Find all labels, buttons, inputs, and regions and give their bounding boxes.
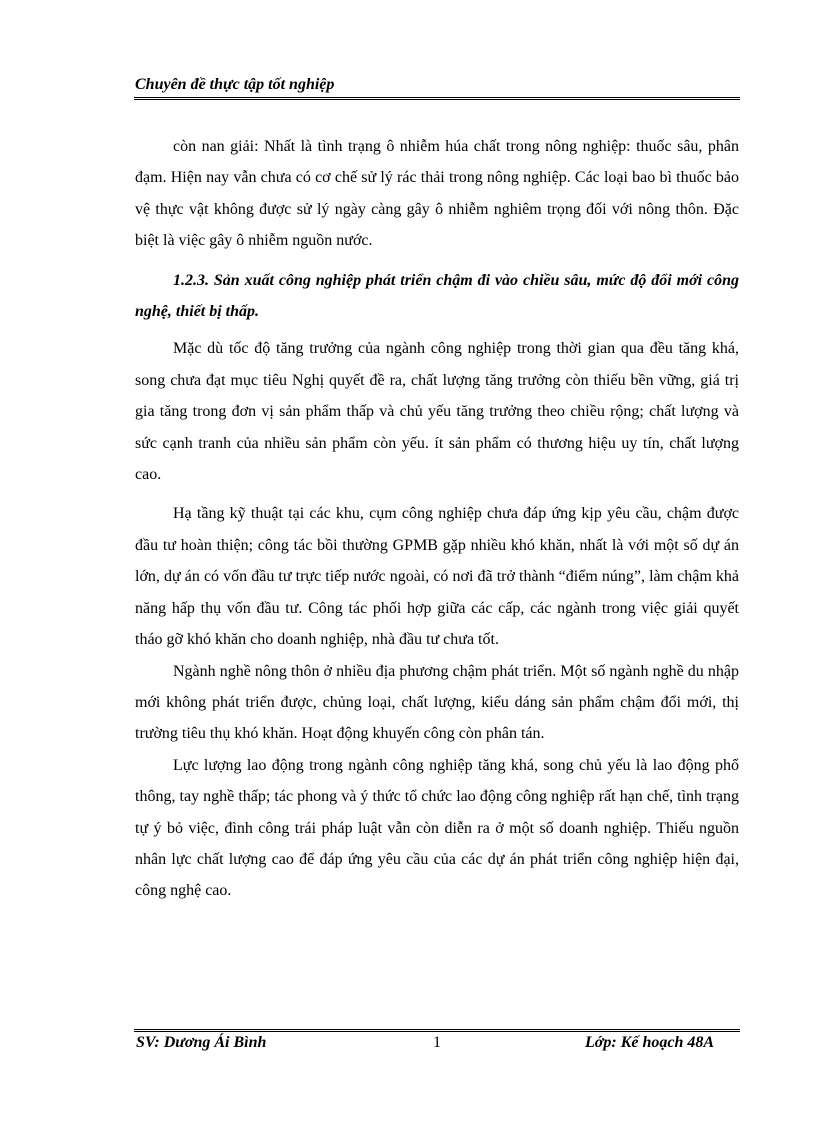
header-rule (134, 97, 740, 100)
footer-student-name: SV: Dương Ái Bình (136, 1034, 267, 1051)
document-body (135, 131, 739, 907)
footer-class-name: Lớp: Kế hoạch 48A (585, 1034, 715, 1051)
paragraph-labor: Lực lượng lao động trong ngành công nghiệp tăng khá, song chủ yếu là lao động phổ thông, tay nghề thấp; tác phong và ý thức tổ chức lao động công nghiệp rất hạn chế, tình trạng tự ý bỏ việc, đình công trái pháp luật vẫn còn diễn ra ở một số doanh nghiệp. Thiếu nguồn nhân lực chất lượng cao để đáp ứng yêu cầu của các dự án phát triển công nghiệp hiện đại, công nghệ cao. (135, 756, 739, 900)
header-title: Chuyên đề thực tập tốt nghiệp (135, 76, 335, 93)
paragraph-infrastructure: Hạ tầng kỹ thuật tại các khu, cụm công nghiệp chưa đáp ứng kịp yêu cầu, chậm được đầu tư hoàn thiện; công tác bồi thường GPMB gặp nhiều khó khăn, nhất là với một số dự án lớn, dự án có vốn đầu tư trực tiếp nước ngoài, có nơi đã trở thành “điểm núng”, làm chậm khả năng hấp thụ vốn đầu tư. Công tác phối hợp giữa các cấp, các ngành trong việc giải quyết tháo gỡ khó khăn cho doanh nghiệp, nhà đầu tư chưa tốt. (135, 505, 739, 649)
paragraph-rural-crafts: Ngành nghề nông thôn ở nhiều địa phương chậm phát triển. Một số ngành nghề du nhập mới không phát triển được, chủng loại, chất lượng, kiểu dáng sản phẩm chậm đổi mới, thị trường tiêu thụ khó khăn. Hoạt động khuyến công còn phân tán. (135, 662, 739, 743)
footer-rule (134, 1029, 740, 1032)
section-heading: 1.2.3. Sản xuất công nghiệp phát triển chậm đi vào chiều sâu, mức độ đổi mới công nghệ, thiết bị thấp. (135, 271, 739, 321)
paragraph-pollution: còn nan giải: Nhất là tình trạng ô nhiễm húa chất trong nông nghiệp: thuốc sâu, phân đạm. Hiện nay vẫn chưa có cơ chế sử lý rác thải trong nông nghiệp. Các loại bao bì thuốc bảo vệ thực vật không được sử lý ngày càng gây ô nhiễm nghiêm trọng đối với nông thôn. Đặc biệt là việc gây ô nhiễm nguồn nước. (135, 138, 739, 250)
paragraph-growth: Mặc dù tốc độ tăng trưởng của ngành công nghiệp trong thời gian qua đều tăng khá, song chưa đạt mục tiêu Nghị quyết đề ra, chất lượng tăng trưởng còn thiếu bền vững, giá trị gia tăng trong đơn vị sản phẩm thấp và chủ yếu tăng trưởng theo chiều rộng; chất lượng và sức cạnh tranh của nhiều sản phẩm còn yếu. ít sản phẩm có thương hiệu uy tín, chất lượng cao. (135, 340, 739, 484)
page-number: 1 (433, 1034, 441, 1051)
